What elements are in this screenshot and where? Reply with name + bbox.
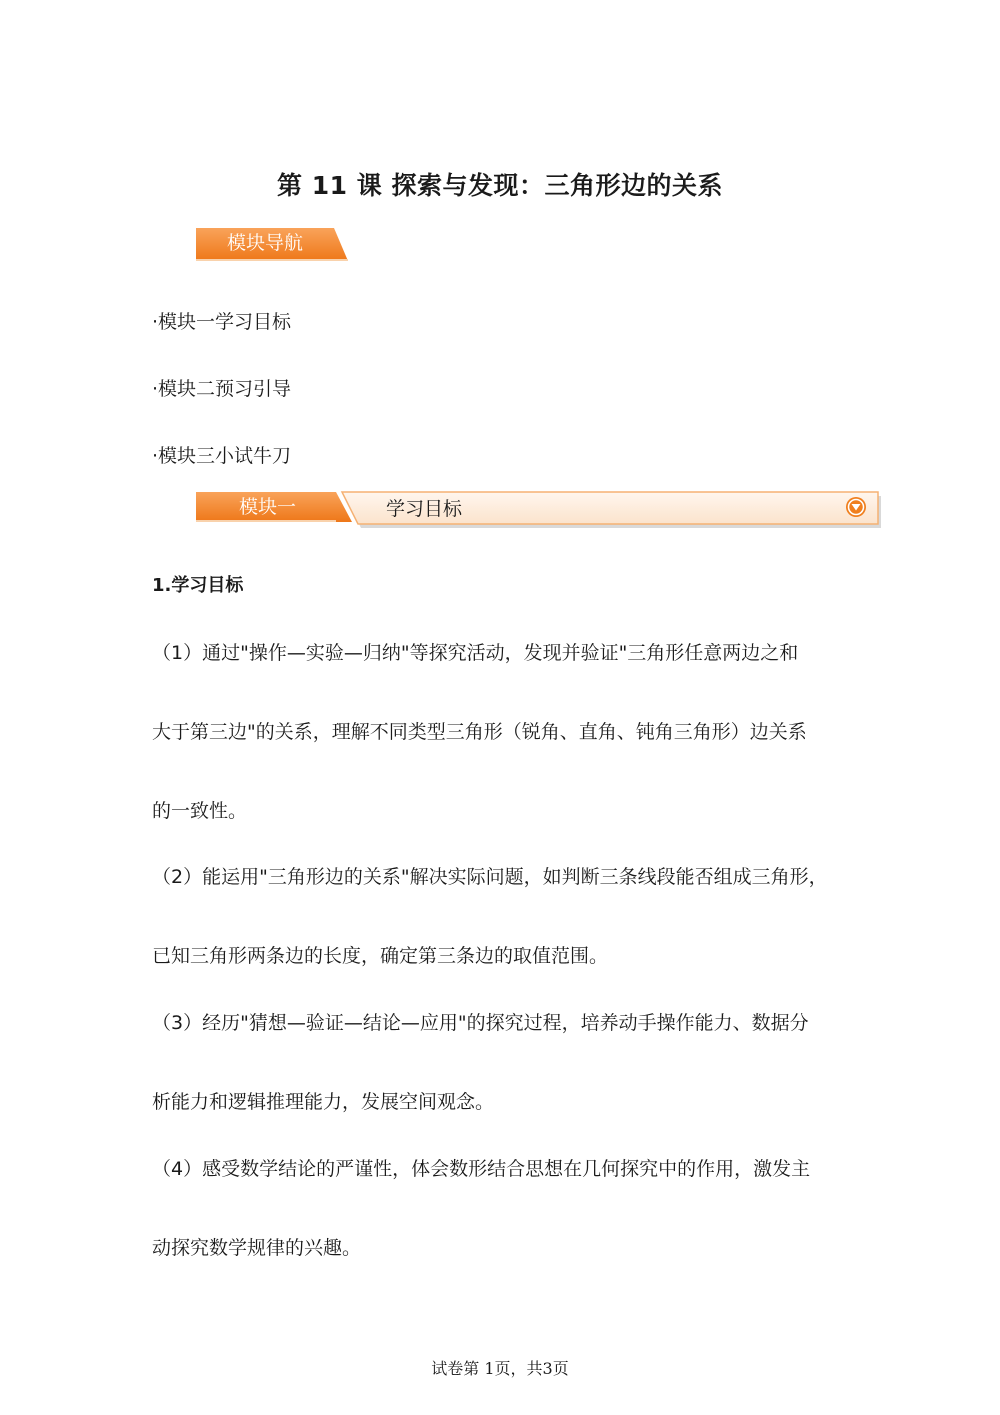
paragraph-line: 已知三角形两条边的长度，确定第三条边的取值范围。 bbox=[152, 945, 609, 967]
paragraph-line: （1）通过"操作—实验—归纳"等探究活动，发现并验证"三角形任意两边之和 bbox=[152, 642, 799, 664]
module-bar-title: 学习目标 bbox=[386, 498, 463, 520]
paragraph-line: （2）能运用"三角形边的关系"解决实际问题，如判断三条线段能否组成三角形， bbox=[152, 866, 828, 888]
section-heading: 1.学习目标 bbox=[152, 575, 244, 596]
paragraph-line: （3）经历"猜想—验证—结论—应用"的探究过程，培养动手操作能力、数据分 bbox=[152, 1012, 809, 1034]
paragraph-line: 的一致性。 bbox=[152, 800, 248, 822]
nav-item-module-1[interactable]: ·模块一学习目标 bbox=[152, 311, 292, 333]
paragraph-line: （4）感受数学结论的严谨性，体会数形结合思想在几何探究中的作用，激发主 bbox=[152, 1158, 811, 1180]
nav-item-module-2[interactable]: ·模块二预习引导 bbox=[152, 378, 292, 400]
nav-tab-label: 模块导航 bbox=[226, 232, 303, 254]
nav-item-module-3[interactable]: ·模块三小试牛刀 bbox=[152, 445, 292, 467]
page-title: 第 11 课 探索与发现：三角形边的关系 bbox=[277, 171, 723, 200]
module-bar-label: 模块一 bbox=[238, 496, 296, 518]
paragraph-line: 动探究数学规律的兴趣。 bbox=[152, 1237, 362, 1259]
page-footer: 试卷第 1页，共3页 bbox=[431, 1359, 569, 1378]
chevron-down-icon[interactable] bbox=[845, 496, 867, 518]
paragraph-line: 析能力和逻辑推理能力，发展空间观念。 bbox=[152, 1091, 495, 1113]
paragraph-line: 大于第三边"的关系，理解不同类型三角形（锐角、直角、钝角三角形）边关系 bbox=[152, 721, 807, 743]
